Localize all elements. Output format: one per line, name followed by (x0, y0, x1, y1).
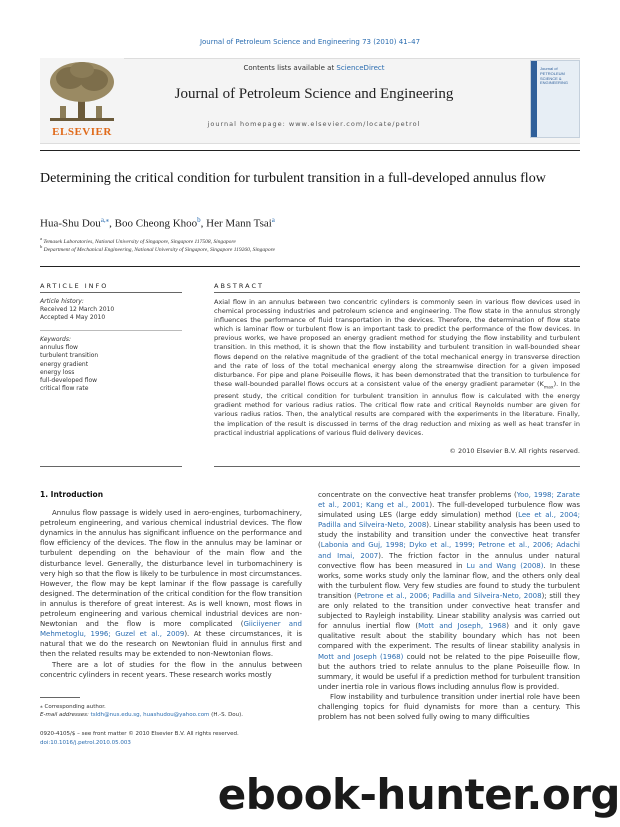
copyright-notice: © 2010 Elsevier B.V. All rights reserved. (449, 447, 580, 455)
citation-link[interactable]: Mott and Joseph, 1968 (418, 622, 507, 631)
body-left-column (40, 490, 302, 680)
author-affiliation-marker[interactable]: a (271, 216, 275, 224)
author-name: Her Mann Tsai (206, 217, 272, 230)
email-suffix: (H.-S. Dou). (209, 712, 244, 718)
affiliation (40, 244, 580, 253)
contents-line (124, 64, 504, 72)
title-divider (40, 266, 580, 267)
paragraph: There are a lot of studies for the flow in the annulus between concentric cylinders in recent years. These research works mostly (40, 660, 302, 679)
issn-line: 0920-4105/$ – see front matter © 2010 Elsevier B.V. All rights reserved. (40, 731, 239, 737)
citation-link[interactable]: Labonia and Guj, 1998; Dyko et al., 1999; Petrone et al., 2006; Adachi and Imai, 2007 (318, 541, 580, 560)
abstract-part: ). In the present study, the critical condition for turbulent transition in annulus flow is calculated with the energy gradient method for various radius ratios. The critical flow rate and critical Reynolds number are given for various radius ratios. Then, the analytical results are compared with the experiments in the literature. Finally, the implication of the result is discussed in terms of the drag reduction and mixing as well as heat transfer in practical industrial applications of various fluid delivery devices. (214, 379, 580, 437)
doi-link[interactable]: doi:10.1016/j.petrol.2010.05.003 (40, 740, 131, 746)
history-label: Article history: (40, 298, 84, 305)
email-links[interactable]: tsldh@nus.edu.sg, huashudou@yahoo.com (90, 712, 210, 718)
keyword: critical flow rate (40, 385, 89, 393)
citation-link[interactable]: Giiciiyener and Mehmetoglu, 1996; Guzel et al., 2009 (40, 620, 302, 639)
header-divider (40, 150, 580, 151)
journal-citation[interactable]: Journal of Petroleum Science and Engineering 73 (2010) 41–47 (199, 38, 421, 46)
journal-homepage[interactable]: journal homepage: www.elsevier.com/locate/petrol (207, 120, 421, 128)
text: concentrate on the convective heat transfer problems ( (318, 491, 517, 499)
article-info-heading: ARTICLE INFO (40, 282, 109, 290)
text: could not be related to the pipe Poiseuille flow, but the authors tried to relate annulus to the plane Poiseuille flow. In summary, it would be useful if a prediction method for turbulent transition under inertia role in various flows including annulus flow is provided. (318, 652, 580, 691)
text: ) and it only gave qualitative result about the stability boundary which has not been compared with the experiment. The results of linear stability analysis in (318, 622, 580, 651)
author-affiliation-marker[interactable]: b (197, 216, 201, 224)
section-heading: 1. Introduction (40, 490, 104, 499)
affiliation-text: Temasek Laboratories, National University of Singapore, Singapore 117508, Singapore (43, 238, 236, 245)
citation-link[interactable]: Lu and Wang (2008) (466, 561, 544, 570)
sciencedirect-link[interactable]: ScienceDirect (336, 64, 385, 72)
publisher-name: ELSEVIER (52, 126, 112, 138)
body-right-column (318, 490, 580, 722)
paragraph (40, 508, 302, 659)
contents-prefix: Contents lists available at (243, 64, 337, 72)
info-bottom-rule (40, 466, 182, 467)
history-keywords-rule (40, 330, 182, 331)
accepted-date: Accepted 4 May 2010 (40, 314, 106, 322)
kmax-subscript: max (543, 385, 554, 391)
corresponding-author-note (40, 703, 302, 719)
abstract-heading: ABSTRACT (214, 282, 264, 290)
text: ); still they are only related to the transition under convective heat transfer and subjected to Rayleigh instability. Linear stability analysis was carried out for annulus inertial flow ( (318, 591, 580, 631)
abstract-part: Axial flow in an annulus between two concentric cylinders is commonly seen in various flow devices used in chemical processing industries and petroleum science and engineering. The flow state in the annulus strongly influences the performance of fluid transportation in the devices. Therefore, the determination of flow state which is laminar flow or turbulent flow is an important task to predict the performance of the flow devices. In previous works, we have proposed an energy gradient method for studying the flow instability and turbulent transition. In this method, it is shown that the flow instability and turbulent transition in wall-bounded shear flows depend on the relative magnitude of the gradient of the total mechanical energy in transverse direction and the rate of loss of the total mechanical energy along the streamwise direction for a given imposed disturbance. For pipe and plane Poiseuille flows, it has been demonstrated that the transition to turbulence for these wall-bounded parallel flows occurs at a consistent value of the energy gradient parameter (K (214, 298, 580, 388)
footnote-text: Corresponding author. (44, 704, 106, 710)
journal-title: Journal of Petroleum Science and Engineering (174, 86, 454, 102)
author-name: Boo Cheong Khoo (114, 217, 198, 230)
citation-link[interactable]: Yoo, 1998; Zarate et al., 2001; Kang et al., 2001 (318, 491, 580, 510)
author-affiliation-marker[interactable]: a,⁎ (100, 216, 110, 224)
keyword: turbulent transition (40, 352, 99, 360)
cover-spine (531, 61, 537, 137)
text: ). The full-developed turbulence flow was simulated using LES (large eddy simulation) method ( (318, 501, 580, 520)
paragraph: Flow instability and turbulence transition under inertial role have been challenging topics for fluid dynamists for more than a century. This problem has not been solved fully owing to many difficulties (318, 692, 580, 722)
text: ). At these circumstances, it is natural that we do the research on Newtonian fluid in annulus first and then the related results may be extended to non-Newtonian flows. (40, 630, 303, 659)
paragraph (318, 490, 580, 692)
article-info-rule (40, 292, 182, 293)
cover-title: Journal of PETROLEUM SCIENCE & ENGINEERING (540, 66, 569, 86)
text: Annulus flow passage is widely used in aero-engines, turbomachinery, petroleum engineering, and various chemical industrial devices. The flow dynamics in the annulus has significant influence on the performance and flow efficiency of the devices. The flow in the annulus may be laminar or turbulent depending on the behaviour of the main flow and the disturbance level. Generally, the disturbance level in turbomachinery is very high so that the flow is likely to be turbulence in most circumstances. However, the flow may be kept laminar if the flow passage is carefully designed. The determination of the critical condition for the flow transition in annulus is therefore of great interest. As is well known, most flows in petroleum engineering and various chemical industrial devices are non-Newtonian and the flow is more complicated ( (40, 509, 302, 629)
citation-link[interactable]: Mott and Joseph (1968) (318, 652, 404, 661)
abstract-bottom-rule (214, 466, 580, 467)
keyword: annulus flow (40, 344, 78, 352)
footnote-rule (40, 697, 80, 698)
keyword: energy loss (40, 368, 75, 376)
author-name: Hua-Shu Dou (40, 217, 101, 230)
abstract-text (214, 298, 580, 438)
citation-link[interactable]: Lee et al., 2004; Padilla and Silveira-Neto, 2008 (318, 511, 580, 530)
received-date: Received 12 March 2010 (40, 306, 115, 314)
footnote-marker: ⁎ (40, 704, 43, 710)
text: ). The friction factor in the annulus under natural convective flow has been measured in (318, 551, 580, 570)
author-list: Hua-Shu Dou$^{a,⁎}$, Boo Cheong Khoo$^b$, Her Mann Tsai$^a$ (40, 216, 275, 230)
watermark-text: ebook-hunter.org (217, 770, 620, 819)
affiliation-marker: b (40, 244, 43, 249)
email-label: E-mail addresses: (40, 712, 91, 718)
text: ). Linear stability analysis has been used to study the instability and transition under the convective heat transfer ( (318, 521, 581, 550)
citation-link[interactable]: Petrone et al., 2006; Padilla and Silveira-Neto, 2008 (356, 591, 542, 600)
journal-cover-thumbnail (530, 60, 580, 138)
affiliation-marker: a (40, 236, 43, 241)
article-title: Determining the critical condition for turbulent transition in a full-developed annulus flow (40, 171, 546, 186)
keyword: full-developed flow (40, 377, 98, 385)
tree-icon (40, 58, 124, 128)
text: . In these works, some works study only the laminar flow, and the others only deal with the turbulent flow. Very few studies are found to study the turbulent transition ( (318, 561, 580, 600)
keyword: energy gradient (40, 360, 89, 368)
keywords-block (40, 336, 180, 393)
affiliation-text: Department of Mechanical Engineering, National University of Singapore, Singapore 119260, Singapore (43, 246, 275, 253)
abstract-rule (214, 292, 580, 293)
keywords-label: Keywords: (40, 336, 71, 343)
article-history (40, 298, 180, 323)
